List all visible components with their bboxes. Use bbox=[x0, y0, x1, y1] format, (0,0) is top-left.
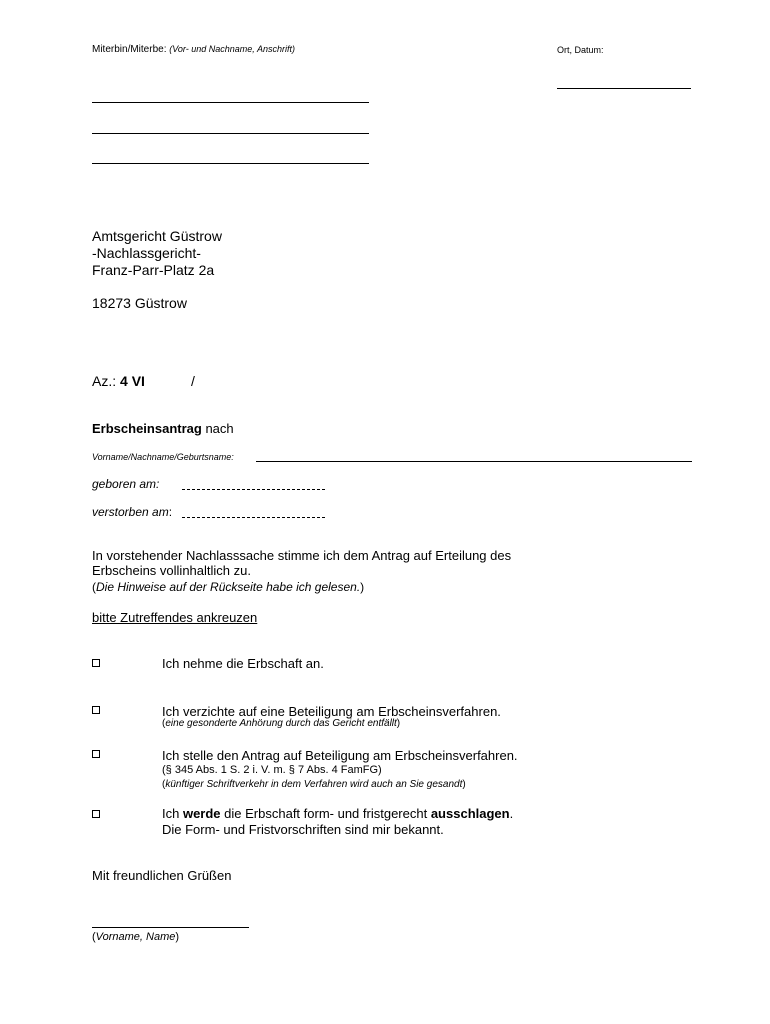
consent-hint bbox=[92, 580, 364, 594]
ort-datum-field[interactable] bbox=[557, 88, 691, 89]
miterbin-label: Miterbin/Miterbe: bbox=[92, 44, 167, 55]
died-colon: : bbox=[168, 505, 173, 519]
option-4-part-a: Ich bbox=[162, 806, 180, 821]
option-3-ref: (§ 345 Abs. 1 S. 2 i. V. m. § 7 Abs. 4 FamFG) bbox=[162, 764, 382, 776]
sender-line-3[interactable] bbox=[92, 163, 369, 164]
hint-text: Die Hinweise auf der Rückseite habe ich gelesen. bbox=[96, 580, 361, 594]
sig-close: ) bbox=[175, 931, 180, 943]
miterbin-hint: (Vor- und Nachname, Anschrift) bbox=[169, 44, 295, 54]
signature-line[interactable] bbox=[92, 927, 249, 928]
sender-line-1[interactable] bbox=[92, 102, 369, 103]
died-label: verstorben am bbox=[92, 505, 169, 519]
az-label: Az.: bbox=[92, 373, 117, 389]
sender-label bbox=[92, 44, 295, 55]
consent-line-1: In vorstehender Nachlasssache stimme ich dem Antrag auf Erteilung des bbox=[92, 548, 512, 563]
subject-bold: Erbscheinsantrag bbox=[92, 421, 202, 436]
option-4-part-b: werde bbox=[182, 806, 221, 821]
ort-datum-label: Ort, Datum: bbox=[557, 45, 604, 55]
option-3-note-text: künftiger Schriftverkehr in dem Verfahren wird auch an Sie gesandt bbox=[165, 779, 463, 790]
aktenzeichen bbox=[92, 373, 145, 389]
option-2-checkbox[interactable] bbox=[92, 706, 100, 714]
sig-open: ( bbox=[92, 931, 96, 943]
option-2-text: Ich verzichte auf eine Beteiligung am Erbscheinsverfahren. bbox=[162, 704, 501, 719]
option-1-text: Ich nehme die Erbschaft an. bbox=[162, 656, 324, 671]
born-label: geboren am: bbox=[92, 477, 160, 491]
option-4-text bbox=[162, 806, 513, 821]
died-label-wrap bbox=[92, 505, 172, 519]
name-label: Vorname/Nachname/Geburtsname: bbox=[92, 452, 234, 462]
subject-heading bbox=[92, 421, 234, 436]
died-field[interactable] bbox=[182, 517, 325, 518]
name-field[interactable] bbox=[256, 461, 692, 462]
recipient-dept: -Nachlassgericht- bbox=[92, 245, 201, 261]
sender-line-2[interactable] bbox=[92, 133, 369, 134]
option-4-part-c: die Erbschaft form- und fristgerecht bbox=[224, 806, 428, 821]
option-3-text: Ich stelle den Antrag auf Beteiligung am Erbscheinsverfahren. bbox=[162, 748, 518, 763]
consent-line-2: Erbscheins vollinhaltlich zu. bbox=[92, 563, 251, 578]
option-4-checkbox[interactable] bbox=[92, 810, 100, 818]
option-3-note: (künftiger Schriftverkehr in dem Verfahren wird auch an Sie gesandt) bbox=[162, 779, 466, 790]
option-2-note: (eine gesonderte Anhörung durch das Gericht entfällt) bbox=[162, 718, 401, 729]
az-value: 4 VI bbox=[120, 373, 145, 389]
signature-label bbox=[92, 931, 179, 943]
hint-close: ) bbox=[360, 580, 365, 594]
hint-open: ( bbox=[92, 580, 96, 594]
born-field[interactable] bbox=[182, 489, 325, 490]
option-1-checkbox[interactable] bbox=[92, 659, 100, 667]
option-2-note-text: eine gesonderte Anhörung durch das Gericht entfällt bbox=[165, 718, 397, 729]
option-4-part-d: ausschlagen bbox=[430, 806, 510, 821]
recipient-street: Franz-Parr-Platz 2a bbox=[92, 262, 215, 278]
sig-label-text: Vorname, Name bbox=[95, 931, 176, 943]
option-3-checkbox[interactable] bbox=[92, 750, 100, 758]
option-4-line-2: Die Form- und Fristvorschriften sind mir bekannt. bbox=[162, 822, 444, 837]
instruction: bitte Zutreffendes ankreuzen bbox=[92, 610, 258, 625]
recipient-address bbox=[92, 228, 222, 279]
consent-text bbox=[92, 548, 511, 578]
recipient-court: Amtsgericht Güstrow bbox=[92, 228, 222, 244]
recipient-city: 18273 Güstrow bbox=[92, 295, 187, 311]
subject-rest: nach bbox=[205, 421, 234, 436]
greeting: Mit freundlichen Grüßen bbox=[92, 868, 232, 883]
option-4-part-e: . bbox=[509, 806, 514, 821]
az-slash: / bbox=[191, 373, 195, 389]
